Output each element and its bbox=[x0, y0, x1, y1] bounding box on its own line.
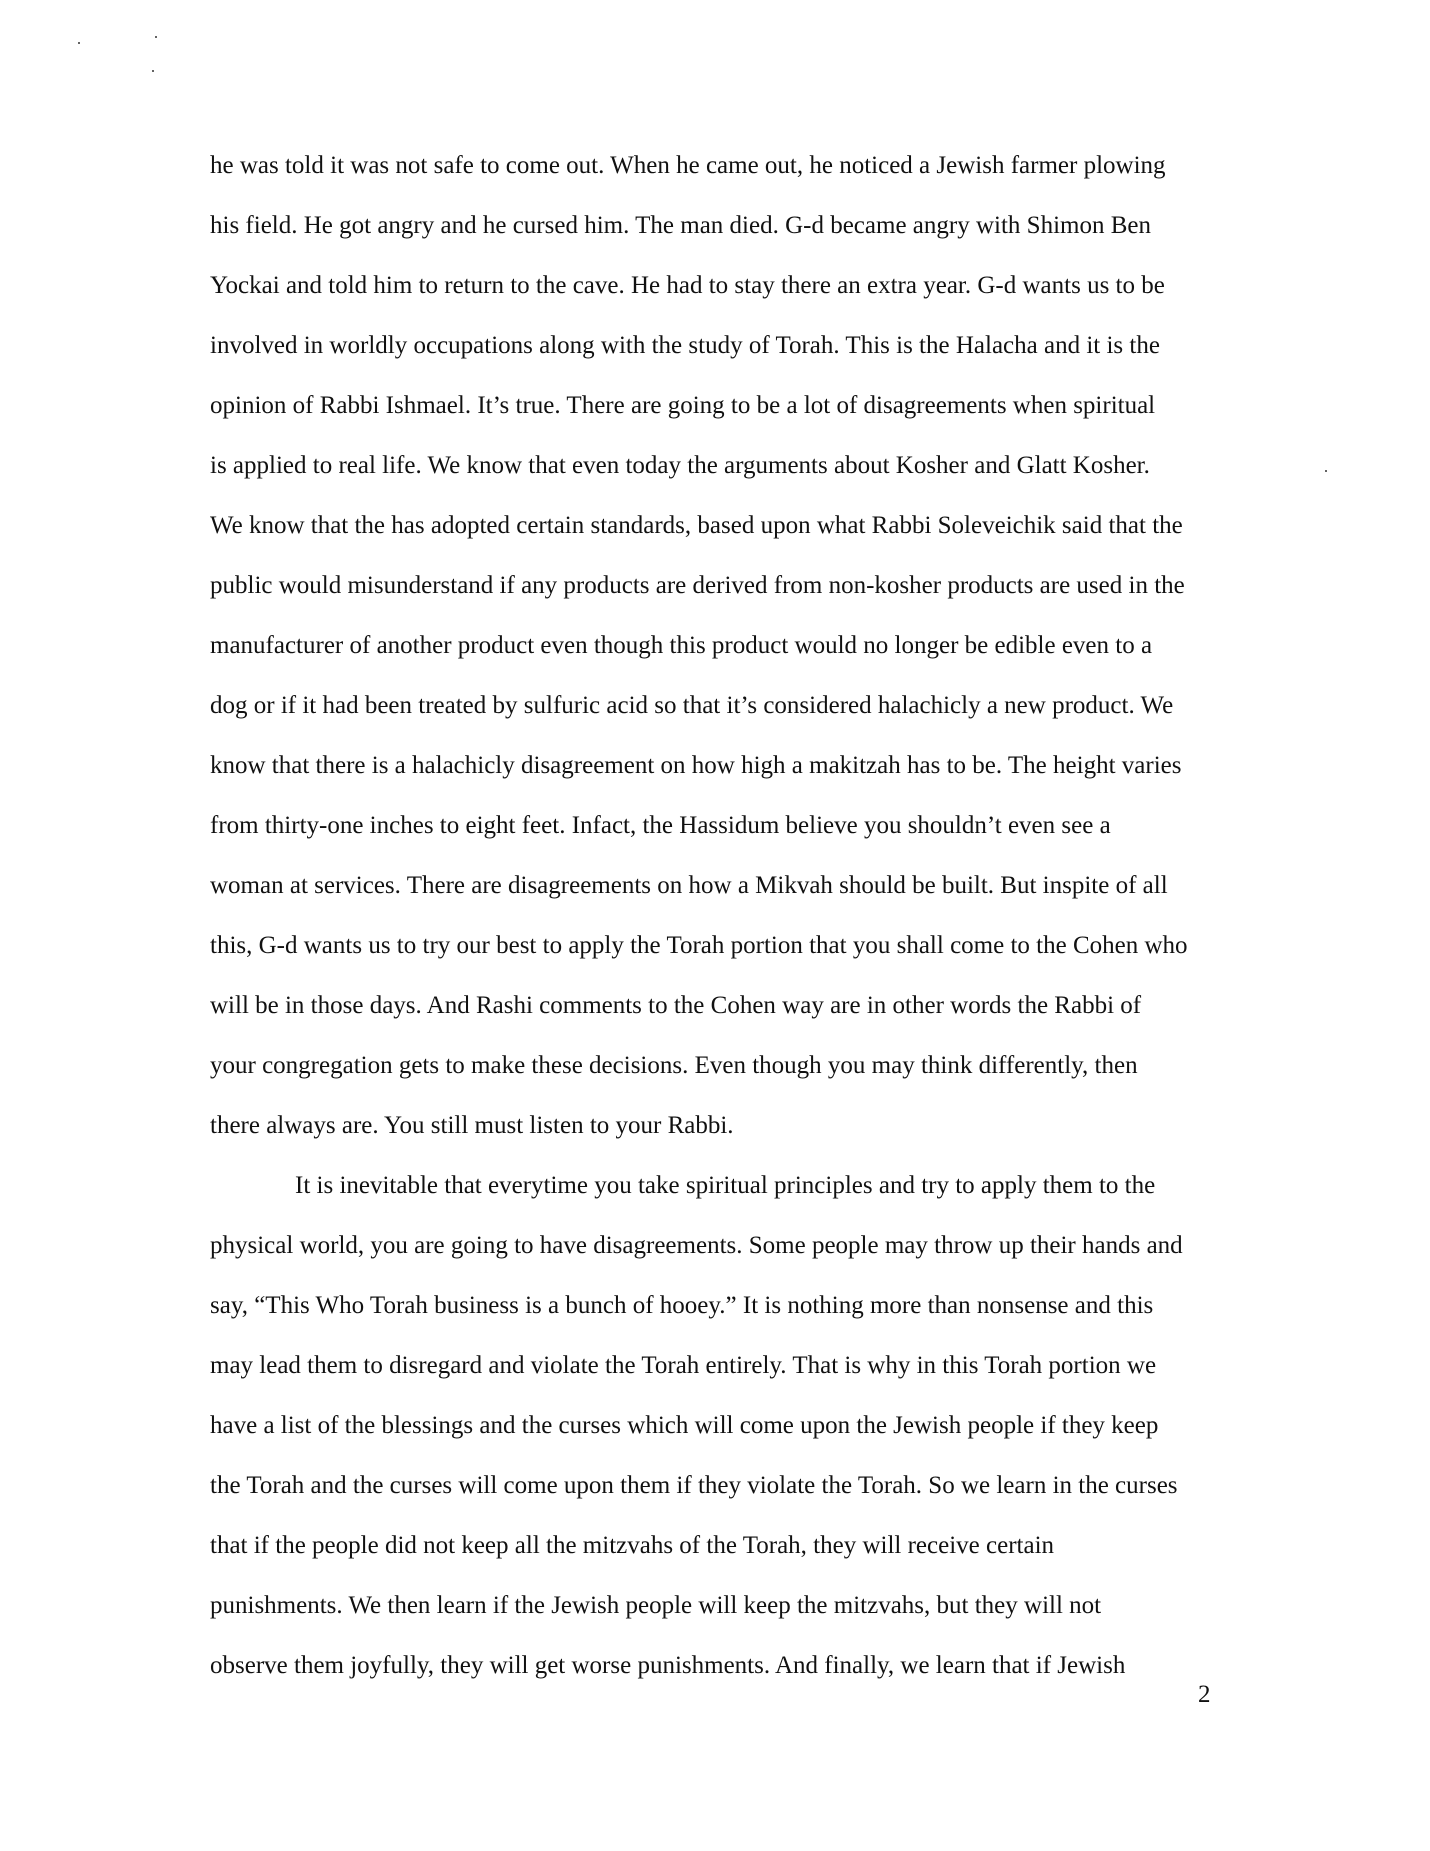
text-line: involved in worldly occupations along with the study of Torah. This is the Halacha and it is the bbox=[210, 332, 1160, 359]
text-line: your congregation gets to make these decisions. Even though you may think differently, then bbox=[210, 1052, 1138, 1079]
text-line: say, “This Who Torah business is a bunch of hooey.” It is nothing more than nonsense and this bbox=[210, 1292, 1154, 1319]
text-line: will be in those days. And Rashi comments to the Cohen way are in other words the Rabbi of bbox=[210, 992, 1142, 1019]
text-line: have a list of the blessings and the curses which will come upon the Jewish people if they keep bbox=[210, 1412, 1159, 1439]
text-line: may lead them to disregard and violate the Torah entirely. That is why in this Torah portion we bbox=[210, 1352, 1157, 1379]
paragraph-first-line: It is inevitable that everytime you take spiritual principles and try to apply them to the bbox=[295, 1172, 1156, 1199]
text-line: is applied to real life. We know that even today the arguments about Kosher and Glatt Kosher. bbox=[210, 452, 1150, 479]
text-line: woman at services. There are disagreements on how a Mikvah should be built. But inspite of all bbox=[210, 872, 1168, 899]
scan-speck bbox=[1325, 470, 1327, 472]
scan-speck bbox=[152, 70, 154, 72]
text-line: this, G-d wants us to try our best to apply the Torah portion that you shall come to the Cohen who bbox=[210, 932, 1188, 959]
text-line: that if the people did not keep all the mitzvahs of the Torah, they will receive certain bbox=[210, 1532, 1055, 1559]
text-line: dog or if it had been treated by sulfuric acid so that it’s considered halachicly a new product. We bbox=[210, 692, 1174, 719]
text-line: manufacturer of another product even though this product would no longer be edible even to a bbox=[210, 632, 1153, 659]
text-line: opinion of Rabbi Ishmael. It’s true. There are going to be a lot of disagreements when spiritual bbox=[210, 392, 1156, 419]
text-line: his field. He got angry and he cursed him. The man died. G-d became angry with Shimon Ben bbox=[210, 212, 1151, 239]
scan-speck bbox=[78, 42, 80, 44]
text-line: from thirty-one inches to eight feet. Infact, the Hassidum believe you shouldn’t even see a bbox=[210, 812, 1111, 839]
text-line: Yockai and told him to return to the cave. He had to stay there an extra year. G-d wants us to be bbox=[210, 272, 1165, 299]
text-line: he was told it was not safe to come out. When he came out, he noticed a Jewish farmer plowing bbox=[210, 152, 1166, 179]
text-line: there always are. You still must listen to your Rabbi. bbox=[210, 1112, 734, 1139]
text-line: know that there is a halachicly disagreement on how high a makitzah has to be. The height varies bbox=[210, 752, 1182, 779]
text-line: the Torah and the curses will come upon them if they violate the Torah. So we learn in the curses bbox=[210, 1472, 1178, 1499]
scan-speck bbox=[155, 36, 157, 38]
body-text bbox=[210, 136, 1230, 1696]
text-line: public would misunderstand if any products are derived from non-kosher products are used in the bbox=[210, 572, 1185, 599]
text-line: observe them joyfully, they will get worse punishments. And finally, we learn that if Jewish bbox=[210, 1652, 1126, 1679]
text-line: punishments. We then learn if the Jewish people will keep the mitzvahs, but they will not bbox=[210, 1592, 1102, 1619]
text-line: We know that the has adopted certain standards, based upon what Rabbi Soleveichik said that the bbox=[210, 512, 1183, 539]
page-number: 2 bbox=[1198, 1681, 1211, 1708]
text-line: physical world, you are going to have disagreements. Some people may throw up their hands and bbox=[210, 1232, 1183, 1259]
